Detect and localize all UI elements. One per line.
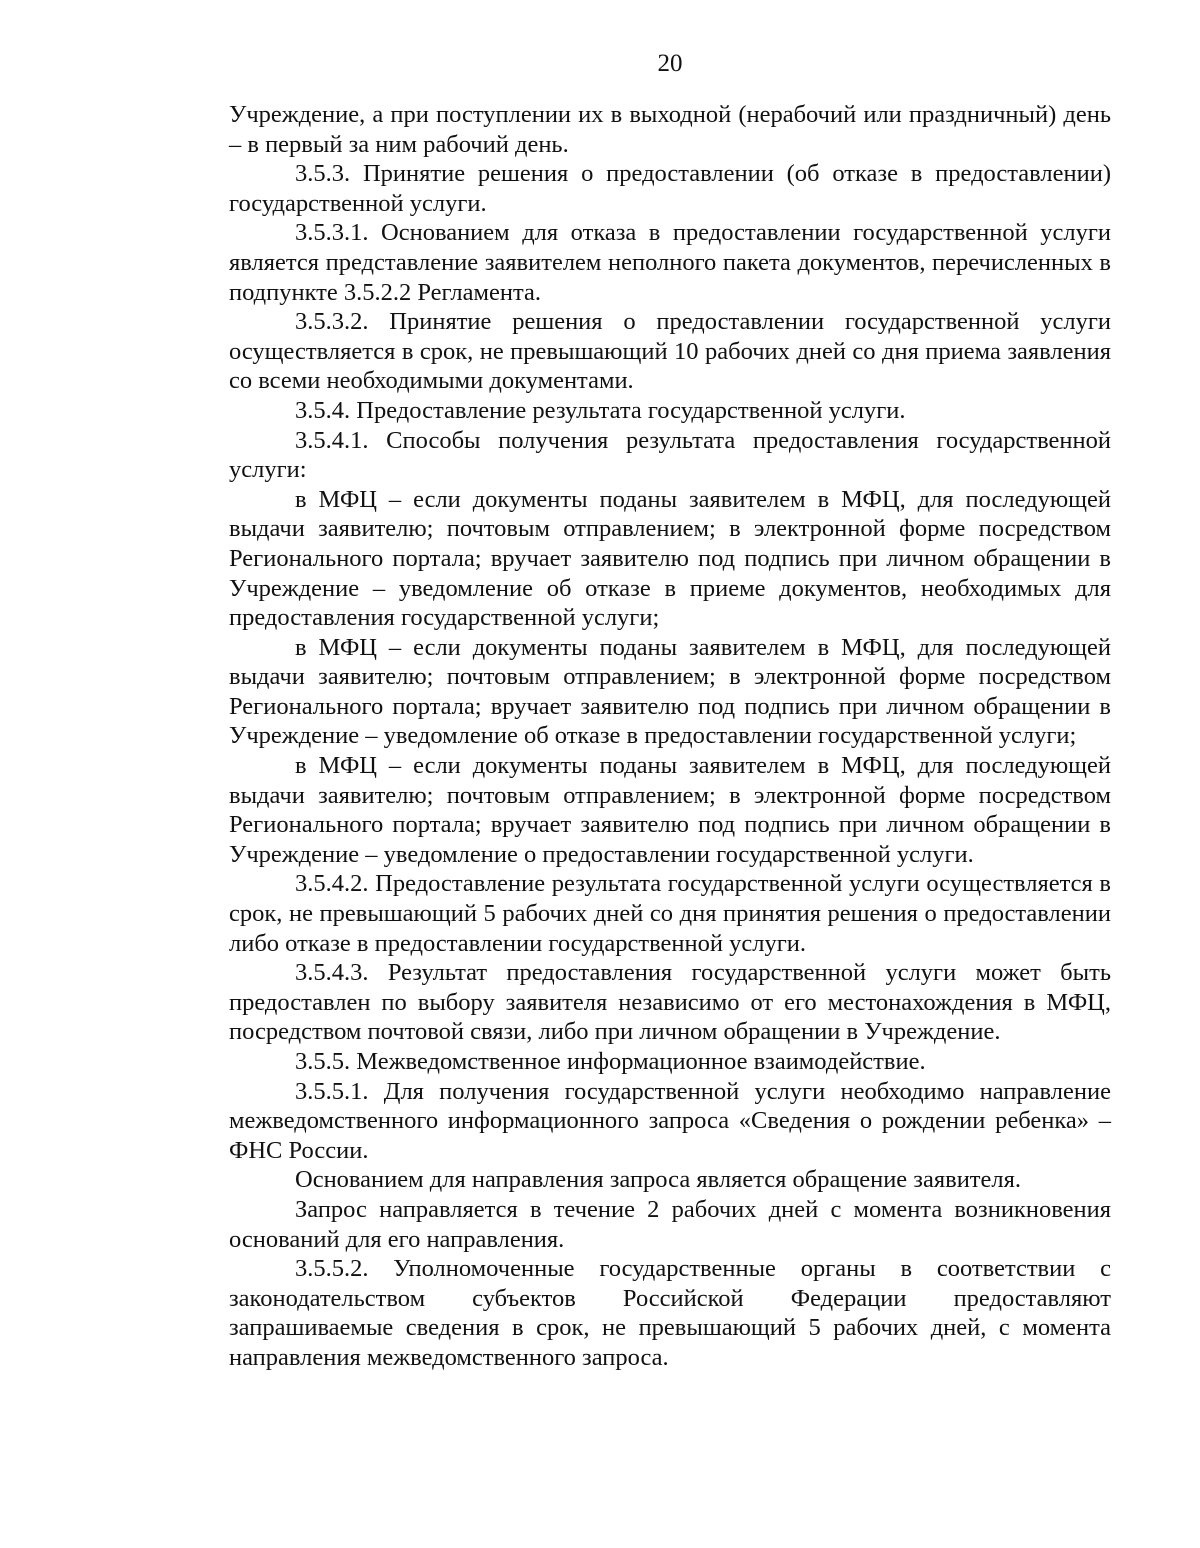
paragraph-request-timing: Запрос направляется в течение 2 рабочих дней с момента возникновения оснований для его направления. xyxy=(229,1195,1111,1253)
paragraph-3-5-4-1: 3.5.4.1. Способы получения результата предоставления государственной услуги: xyxy=(229,426,1111,484)
paragraph-3-5-3-1: 3.5.3.1. Основанием для отказа в предоставлении государственной услуги является представление заявителем неполного пакета документов, перечисленных в подпункте 3.5.2.2 Регламента. xyxy=(229,219,1111,306)
paragraph-mfc-refusal-provision: в МФЦ – если документы поданы заявителем в МФЦ, для последующей выдачи заявителю; почтовым отправлением; в электронной форме посредством Регионального портала; вручает заявителю под подпись при личном обращении в Учреждение – уведомление об отказе в предоставлении государственной услуги; xyxy=(229,633,1111,750)
paragraph-request-basis: Основанием для направления запроса является обращение заявителя. xyxy=(295,1166,1022,1194)
page-number: 20 xyxy=(657,50,683,77)
paragraph-3-5-5: 3.5.5. Межведомственное информационное взаимодействие. xyxy=(295,1048,926,1075)
paragraph-3-5-5-2: 3.5.5.2. Уполномоченные государственные органы в соответствии с законодательством субъектов Российской Федерации предоставляют запрашиваемые сведения в срок, не превышающий 5 рабочих дней, с момента направления межведомственного запроса. xyxy=(229,1255,1111,1371)
paragraph-mfc-provision-notice: в МФЦ – если документы поданы заявителем в МФЦ, для последующей выдачи заявителю; почтовым отправлением; в электронной форме посредством Регионального портала; вручает заявителю под подпись при личном обращении в Учреждение – уведомление о предоставлении государственной услуги. xyxy=(229,752,1111,868)
paragraph-3-5-4-2: 3.5.4.2. Предоставление результата государственной услуги осуществляется в срок, не превышающий 5 рабочих дней со дня принятия решения о предоставлении либо отказе в предоставлении государственной услуги. xyxy=(229,870,1111,957)
paragraph-3-5-3: 3.5.3. Принятие решения о предоставлении (об отказе в предоставлении) государственной услуги. xyxy=(229,160,1111,217)
paragraph-3-5-3-2: 3.5.3.2. Принятие решения о предоставлении государственной услуги осуществляется в срок, не превышающий 10 рабочих дней со дня приема заявления со всеми необходимыми документами. xyxy=(229,308,1111,395)
paragraph-continuation: Учреждение, а при поступлении их в выходной (нерабочий или праздничный) день – в первый за ним рабочий день. xyxy=(229,101,1111,158)
paragraph-3-5-5-1: 3.5.5.1. Для получения государственной услуги необходимо направление межведомственного информационного запроса «Сведения о рождении ребенка» – ФНС России. xyxy=(229,1077,1111,1164)
paragraph-mfc-refusal-reception: в МФЦ – если документы поданы заявителем в МФЦ, для последующей выдачи заявителю; почтовым отправлением; в электронной форме посредством Регионального портала; вручает заявителю под подпись при личном обращении в Учреждение – уведомление об отказе в приеме документов, необходимых для предоставления государственной услуги; xyxy=(229,485,1111,632)
paragraph-3-5-4-3: 3.5.4.3. Результат предоставления государственной услуги может быть предоставлен по выбору заявителя независимо от его местонахождения в МФЦ, посредством почтовой связи, либо при личном обращении в Учреждение. xyxy=(229,959,1111,1046)
paragraph-3-5-4: 3.5.4. Предоставление результата государственной услуги. xyxy=(295,396,906,424)
document-body xyxy=(229,100,1111,1373)
